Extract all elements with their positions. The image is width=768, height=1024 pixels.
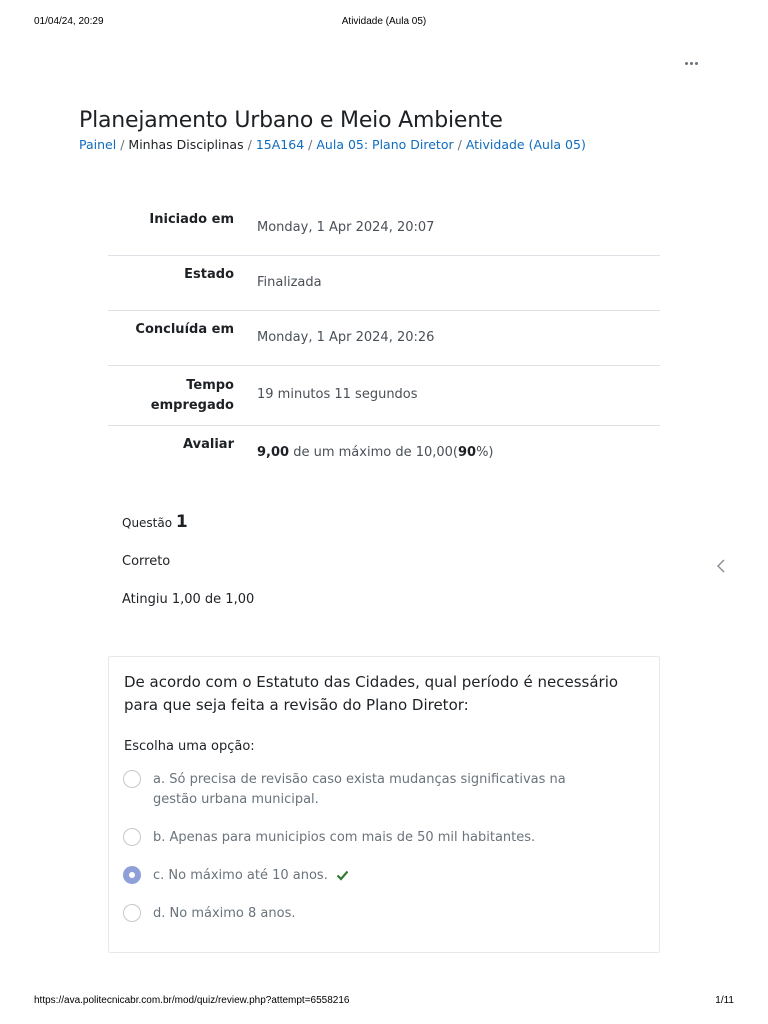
radio-d[interactable] bbox=[123, 904, 141, 922]
grade-label: Avaliar bbox=[183, 437, 234, 452]
answer-option-d[interactable] bbox=[123, 904, 643, 924]
summary-row-completed bbox=[108, 311, 660, 366]
time-label-line1: Tempo bbox=[186, 378, 234, 393]
radio-c[interactable] bbox=[123, 866, 141, 884]
answer-prompt: Escolha uma opção: bbox=[124, 739, 255, 754]
print-header bbox=[0, 16, 768, 30]
attempt-summary bbox=[108, 200, 660, 486]
radio-a[interactable] bbox=[123, 770, 141, 788]
breadcrumb-section[interactable]: Aula 05: Plano Diretor bbox=[316, 137, 454, 152]
question-number-value: 1 bbox=[175, 512, 188, 532]
breadcrumb-separator: / bbox=[457, 137, 462, 152]
summary-row-state bbox=[108, 256, 660, 311]
breadcrumb-separator: / bbox=[120, 137, 125, 152]
print-url: https://ava.politecnicabr.com.br/mod/quiz/review.php?attempt=6558216 bbox=[34, 995, 350, 1006]
answer-option-c[interactable] bbox=[123, 866, 643, 886]
breadcrumb bbox=[79, 137, 586, 152]
question-label: Questão bbox=[122, 516, 173, 530]
completed-value: Monday, 1 Apr 2024, 20:26 bbox=[257, 330, 435, 345]
grade-score: 9,00 bbox=[257, 445, 290, 460]
print-datetime: 01/04/24, 20:29 bbox=[34, 16, 104, 27]
grade-max-text: de um máximo de 10,00( bbox=[289, 445, 458, 460]
option-a-text bbox=[153, 770, 566, 810]
question-mark: Atingiu 1,00 de 1,00 bbox=[122, 592, 255, 607]
grade-value bbox=[257, 443, 494, 463]
print-doc-title: Atividade (Aula 05) bbox=[341, 16, 427, 27]
breadcrumb-activity[interactable]: Atividade (Aula 05) bbox=[465, 137, 586, 152]
time-label-line2: empregado bbox=[150, 398, 234, 413]
summary-row-time bbox=[108, 366, 660, 426]
grade-percent-suffix: %) bbox=[476, 445, 494, 460]
option-c-line1: c. No máximo até 10 anos. bbox=[153, 868, 328, 883]
answer-option-b[interactable] bbox=[123, 828, 643, 848]
question-info bbox=[122, 512, 188, 532]
answer-option-a[interactable] bbox=[123, 770, 643, 810]
option-a-line1: a. Só precisa de revisão caso exista mudanças significativas na bbox=[153, 772, 566, 787]
check-icon bbox=[336, 870, 349, 881]
summary-row-grade bbox=[108, 426, 660, 486]
started-value: Monday, 1 Apr 2024, 20:07 bbox=[257, 220, 435, 235]
state-label: Estado bbox=[184, 267, 234, 282]
option-d-text: d. No máximo 8 anos. bbox=[153, 906, 296, 921]
breadcrumb-course[interactable]: 15A164 bbox=[255, 137, 305, 152]
breadcrumb-painel[interactable]: Painel bbox=[79, 137, 117, 152]
page-title: Planejamento Urbano e Meio Ambiente bbox=[79, 108, 503, 133]
started-label: Iniciado em bbox=[149, 212, 234, 227]
option-c-text bbox=[153, 866, 349, 886]
more-options-icon[interactable] bbox=[682, 56, 700, 70]
completed-label: Concluída em bbox=[135, 322, 234, 337]
grade-percent: 90 bbox=[457, 445, 477, 460]
breadcrumb-separator: / bbox=[308, 137, 313, 152]
time-label bbox=[108, 376, 234, 416]
question-text: De acordo com o Estatuto das Cidades, qual período é necessário para que seja feita a revisão do Plano Diretor: bbox=[124, 673, 619, 714]
print-page-number: 1/11 bbox=[715, 995, 734, 1006]
time-value: 19 minutos 11 segundos bbox=[257, 387, 418, 402]
option-b-text: b. Apenas para municipios com mais de 50 mil habitantes. bbox=[153, 830, 536, 845]
question-state: Correto bbox=[122, 554, 171, 569]
radio-b[interactable] bbox=[123, 828, 141, 846]
option-a-line2: gestão urbana municipal. bbox=[153, 792, 319, 807]
breadcrumb-separator: / bbox=[247, 137, 252, 152]
state-value: Finalizada bbox=[257, 275, 322, 290]
question-content bbox=[108, 656, 660, 953]
chevron-left-icon[interactable] bbox=[714, 558, 730, 574]
question-number bbox=[122, 512, 188, 532]
breadcrumb-minhas-disciplinas: Minhas Disciplinas bbox=[128, 137, 244, 152]
summary-row-started bbox=[108, 200, 660, 256]
